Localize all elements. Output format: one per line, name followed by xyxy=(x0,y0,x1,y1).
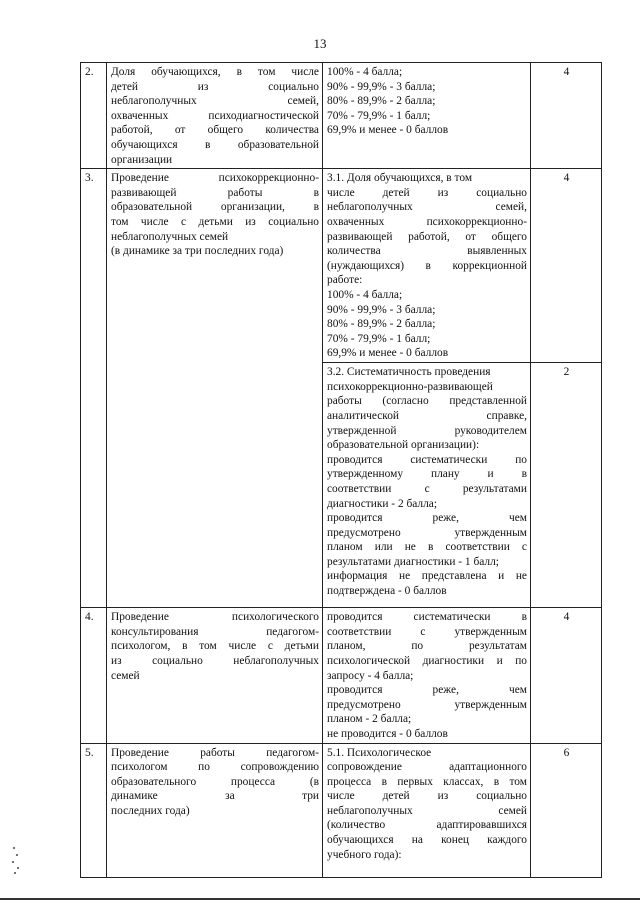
text-line: диагностики - 2 балла; xyxy=(327,497,438,510)
text-line: утвержденному плану и в xyxy=(327,468,527,481)
text-line: количества выявленных xyxy=(327,245,527,258)
criterion-cell xyxy=(107,169,323,608)
text-line: 3.2. Систематичность проведения xyxy=(327,366,491,379)
text-line: планом, по результатам xyxy=(327,640,527,653)
text-line: 90% - 99,9% - 3 балла; xyxy=(327,80,436,93)
row-number: 2. xyxy=(81,63,107,169)
table-row xyxy=(81,63,602,169)
text-line: предусмотрено утвержденным xyxy=(327,526,527,539)
text-line: информация не представлена и не xyxy=(327,570,527,583)
text-line: работе: xyxy=(327,274,363,287)
text-line: образовательной организации, в xyxy=(111,201,319,214)
text-line: 100% - 4 балла; xyxy=(327,66,403,78)
indicator-cell xyxy=(323,363,531,608)
text-line: подтверждена - 0 баллов xyxy=(327,585,447,598)
text-line: результатами диагностики - 1 балл; xyxy=(327,555,499,568)
text-line: Проведение работы педагогом- xyxy=(111,746,319,759)
text-line: неблагополучных семей, xyxy=(327,201,527,214)
indicator-cell xyxy=(323,743,531,877)
text-line: образовательного процесса (в xyxy=(111,775,319,788)
text-line: запросу - 4 балла; xyxy=(327,669,414,682)
text-line: охваченных психодиагностической xyxy=(111,109,319,122)
text-line: планом - 2 балла; xyxy=(327,713,412,726)
text-line: (нуждающихся) в коррекционной xyxy=(327,259,527,272)
text-line: числе детей из социально xyxy=(327,186,527,199)
text-line: работы (согласно представленной xyxy=(327,395,527,408)
text-line: 70% - 79,9% - 1 балл; xyxy=(327,109,431,122)
text-line: психологом по сопровождению xyxy=(111,761,319,774)
page-number: 13 xyxy=(313,36,327,51)
text-line: Проведение психокоррекционно- xyxy=(111,172,319,185)
text-line: динамике за три xyxy=(111,790,319,803)
text-line: проводится систематически по xyxy=(327,453,527,466)
score-cell: 2 xyxy=(531,363,602,608)
text-line: утвержденной руководителем xyxy=(327,424,527,437)
text-line: 5.1. Психологическое xyxy=(327,746,432,759)
text-line: семей xyxy=(111,669,140,682)
text-line: сопровождение адаптационного xyxy=(327,761,527,774)
text-line: последних года) xyxy=(111,804,190,817)
text-line: 100% - 4 балла; xyxy=(327,288,403,301)
indicator-cell xyxy=(323,169,531,363)
table-row xyxy=(81,169,602,363)
criteria-table xyxy=(80,62,602,878)
text-line: предусмотрено утвержденным xyxy=(327,698,527,711)
text-line: консультирования педагогом- xyxy=(111,625,319,638)
row-number: 4. xyxy=(81,608,107,743)
text-line: неблагополучных семей, xyxy=(111,95,319,108)
criterion-cell xyxy=(107,608,323,743)
text-line: неблагополучных семей xyxy=(327,804,527,817)
text-line: 70% - 79,9% - 1 балл; xyxy=(327,332,431,345)
text-line: охваченных психокоррекционно- xyxy=(327,215,527,228)
text-line: 90% - 99,9% - 3 балла; xyxy=(327,303,436,316)
text-line: детей из социально xyxy=(111,80,319,93)
table-row xyxy=(81,743,602,877)
text-line: не проводится - 0 баллов xyxy=(327,727,448,740)
score-cell: 4 xyxy=(531,63,602,169)
text-line: работой, от общего количества xyxy=(111,124,319,137)
score-cell: 6 xyxy=(531,743,602,877)
text-line: организации xyxy=(111,153,173,166)
text-line: 69,9% и менее - 0 баллов xyxy=(327,124,449,137)
text-line: обучающихся в образовательной xyxy=(111,138,319,151)
text-line: образовательной организации): xyxy=(327,439,480,452)
criterion-cell xyxy=(107,63,323,169)
text-line: процесса в первых классах, в том xyxy=(327,775,527,788)
text-line: 80% - 89,9% - 2 балла; xyxy=(327,318,436,331)
scan-artifact xyxy=(12,845,20,875)
text-line: проводится реже, чем xyxy=(327,512,527,525)
score-cell: 4 xyxy=(531,169,602,363)
text-line: из социально неблагополучных xyxy=(111,654,319,667)
text-line: (количество адаптировавшихся xyxy=(327,819,527,832)
table-row xyxy=(81,608,602,743)
page-bottom-edge xyxy=(0,898,640,900)
text-line: соответствии с результатами xyxy=(327,482,527,495)
text-line: числе детей из социально xyxy=(327,790,527,803)
text-line: 69,9% и менее - 0 баллов xyxy=(327,347,449,360)
text-line: психокоррекционно-развивающей xyxy=(327,380,493,393)
text-line: учебного года): xyxy=(327,848,402,861)
text-line: неблагополучных семей xyxy=(111,230,229,243)
text-line: 3.1. Доля обучающихся, в том xyxy=(327,172,473,185)
text-line: Проведение психологического xyxy=(111,611,319,624)
row-number: 5. xyxy=(81,743,107,877)
text-line: соответствии с утвержденным xyxy=(327,625,527,638)
text-line: психологом, в том числе с детьми xyxy=(111,640,319,653)
criterion-cell xyxy=(107,743,323,877)
text-line: планом или не в соответствии с xyxy=(327,541,527,554)
text-line: Доля обучающихся, в том числе xyxy=(111,66,319,78)
indicator-cell xyxy=(323,608,531,743)
row-number: 3. xyxy=(81,169,107,608)
text-line: развивающей работы в xyxy=(111,186,319,199)
text-line: развивающей работой, от общего xyxy=(327,230,527,243)
text-line: проводится систематически в xyxy=(327,611,527,624)
text-line: том числе с детьми из социально xyxy=(111,215,319,228)
text-line: (в динамике за три последних года) xyxy=(111,245,284,258)
score-cell: 4 xyxy=(531,608,602,743)
text-line: обучающихся на конец каждого xyxy=(327,834,527,847)
text-line: проводится реже, чем xyxy=(327,684,527,697)
text-line: аналитической справке, xyxy=(327,409,527,422)
indicator-cell xyxy=(323,63,531,169)
text-line: 80% - 89,9% - 2 балла; xyxy=(327,95,436,108)
text-line: психологической диагностики и по xyxy=(327,654,527,667)
